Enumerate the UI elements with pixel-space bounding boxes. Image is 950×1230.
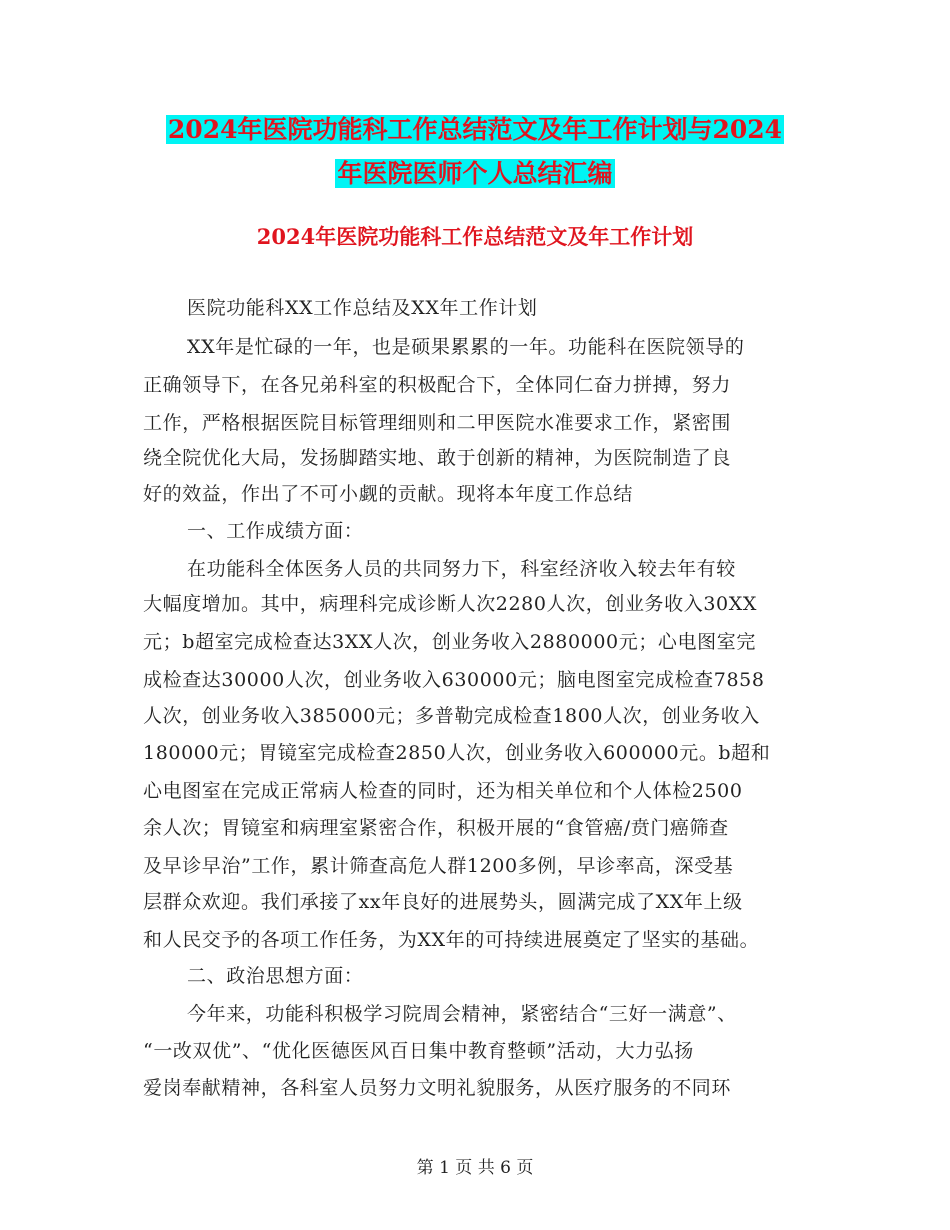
body-line: 人次，创业务收入385000元；多普勒完成检查1800人次，创业务收入 (143, 705, 760, 727)
section-heading: 一、工作成绩方面： (187, 520, 364, 542)
body-line: 绕全院优化大局，发扬脚踏实地、敢于创新的精神，为医院制造了良 (143, 447, 732, 469)
body-line: 在功能科全体医务人员的共同努力下，科室经济收入较去年有较 (187, 558, 736, 580)
body-line: 正确领导下，在各兄弟科室的积极配合下，全体同仁奋力拼搏，努力 (143, 374, 732, 396)
section-title: 2024年医院功能科工作总结范文及年工作计划 (256, 224, 694, 249)
page-number: 第 1 页 共 6 页 (416, 1158, 534, 1178)
body-line: 元；b超室完成检查达3XX人次，创业务收入2880000元；心电图室完 (143, 631, 756, 653)
body-line: 180000元；胃镜室完成检查2850人次，创业务收入600000元。b超和 (143, 742, 771, 764)
title-highlight: 2024年医院功能科工作总结范文及年工作计划与2024 (167, 115, 783, 144)
body-line: 工作，严格根据医院目标管理细则和二甲医院水准要求工作，紧密围 (143, 412, 732, 434)
body-line: 医院功能科XX工作总结及XX年工作计划 (187, 297, 538, 319)
body-line: 爱岗奉献精神，各科室人员努力文明礼貌服务，从医疗服务的不同环 (143, 1077, 732, 1099)
body-line: 和人民交予的各项工作任务，为XX年的可持续进展奠定了坚实的基础。 (143, 929, 760, 951)
document-title-line-2 (0, 157, 950, 191)
body-line: 层群众欢迎。我们承接了xx年良好的进展势头，圆满完成了XX年上级 (143, 891, 743, 913)
body-line: “一改双优”、“优化医德医风百日集中教育整顿”活动，大力弘扬 (143, 1040, 694, 1062)
body-line: XX年是忙碌的一年，也是硕果累累的一年。功能科在医院领导的 (187, 336, 745, 358)
body-line: 大幅度增加。其中，病理科完成诊断人次2280人次，创业务收入30XX (143, 593, 757, 615)
title-highlight: 年医院医师个人总结汇编 (337, 159, 613, 188)
section-heading: 二、政治思想方面： (187, 965, 364, 987)
document-title-line-1 (0, 113, 950, 147)
body-line: 好的效益，作出了不可小觑的贡献。现将本年度工作总结 (143, 483, 634, 505)
body-line: 成检查达30000人次，创业务收入630000元；脑电图室完成检查7858 (143, 669, 765, 691)
body-line: 心电图室在完成正常病人检查的同时，还为相关单位和个人体检2500 (143, 780, 743, 802)
body-line: 余人次；胃镜室和病理室紧密合作，积极开展的“食管癌/贲门癌筛查 (143, 817, 729, 839)
body-line: 及早诊早治”工作，累计筛查高危人群1200多例，早诊率高，深受基 (143, 855, 734, 877)
body-line: 今年来，功能科积极学习院周会精神，紧密结合“三好一满意”、 (187, 1003, 737, 1025)
